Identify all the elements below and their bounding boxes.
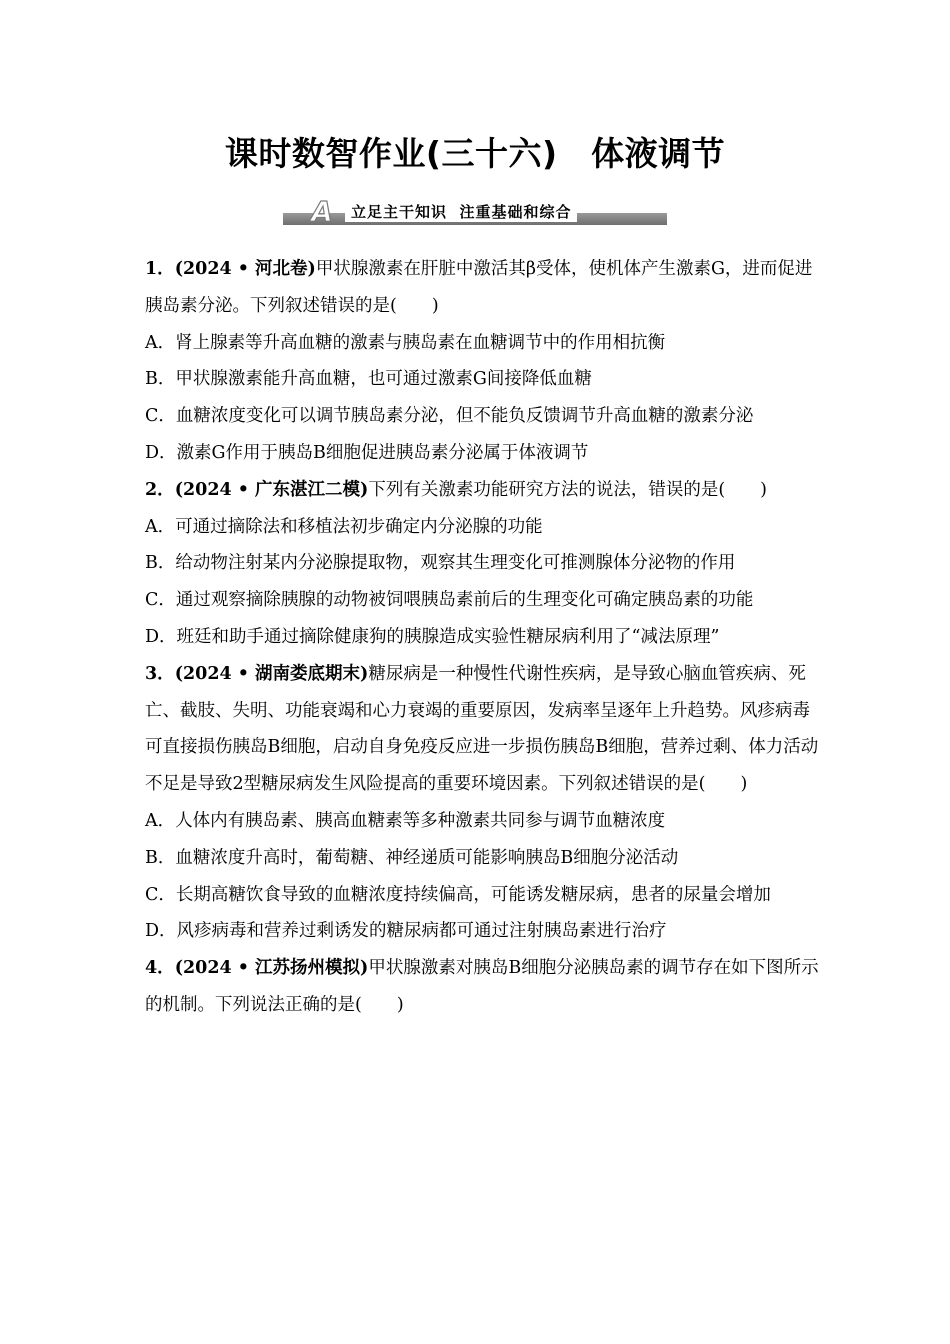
option-c: C．通过观察摘除胰腺的动物被饲喂胰岛素前后的生理变化可确定胰岛素的功能 [145, 590, 754, 611]
question-source: (2024 • 河北卷) [174, 259, 316, 279]
question-text: 下列有关激素功能研究方法的说法，错误的是( ) [368, 479, 767, 500]
question-2 [145, 472, 825, 656]
option-b: B．给动物注射某内分泌腺提取物，观察其生理变化可推测腺体分泌物的作用 [145, 553, 736, 574]
question-number: 4． [145, 958, 175, 979]
question-source: (2024 • 湖南娄底期末) [174, 663, 369, 684]
question-1 [145, 251, 825, 472]
option-c: C．长期高糖饮食导致的血糖浓度持续偏高，可能诱发糖尿病，患者的尿量会增加 [145, 884, 771, 905]
option-b: B．甲状腺激素能升高血糖，也可通过激素G间接降低血糖 [145, 369, 592, 390]
section-header [283, 196, 667, 226]
question-stem [145, 251, 825, 325]
option-c: C．血糖浓度变化可以调节胰岛素分泌，但不能负反馈调节升高血糖的激素分泌 [145, 406, 754, 427]
option-a: A．可通过摘除法和移植法初步确定内分泌腺的功能 [145, 516, 543, 537]
question-text: 甲状腺激素对胰岛B细胞分泌胰岛素的调节存在如下图所示的机制。下列说法正确的是( ) [145, 958, 819, 1015]
option-a: A．人体内有胰岛素、胰高血糖素等多种激素共同参与调节血糖浓度 [145, 810, 666, 831]
question-3 [145, 656, 825, 950]
question-text: 糖尿病是一种慢性代谢性疾病，是导致心脑血管疾病、死亡、截肢、失明、功能衰竭和心力衰竭的重要原因，发病率呈逐年上升趋势。风疹病毒可直接损伤胰岛B细胞，启动自身免疫反应进一步损伤胰岛B细胞，营养过剩、体力活动不足是导致2型糖尿病发生风险提高的重要环境因素。下列叙述错误的是( ) [145, 663, 819, 795]
section-label: 立足主干知识 注重基础和综合 [345, 201, 577, 222]
option-d: D．激素G作用于胰岛B细胞促进胰岛素分泌属于体液调节 [145, 442, 589, 463]
question-text: 甲状腺激素在肝脏中激活其β受体，使机体产生激素G，进而促进胰岛素分泌。下列叙述错误的是( ) [145, 259, 813, 316]
question-4 [145, 950, 825, 1024]
page-title: 课时数智作业(三十六) 体液调节 [224, 134, 726, 173]
option-d: D．风疹病毒和营养过剩诱发的糖尿病都可通过注射胰岛素进行治疗 [145, 921, 667, 942]
option-a: A．肾上腺素等升高血糖的激素与胰岛素在血糖调节中的作用相抗衡 [145, 332, 666, 353]
option-d: D．班廷和助手通过摘除健康狗的胰腺造成实验性糖尿病利用了“减法原理” [145, 626, 720, 647]
question-stem [145, 472, 825, 509]
question-number: 2． [145, 479, 175, 500]
section-letter: A [311, 196, 333, 226]
question-list [145, 251, 825, 1024]
option-b: B．血糖浓度升高时，葡萄糖、神经递质可能影响胰岛B细胞分泌活动 [145, 847, 679, 868]
question-source: (2024 • 江苏扬州模拟) [174, 958, 369, 979]
section-letter-badge [309, 196, 335, 226]
question-source: (2024 • 广东湛江二模) [174, 479, 369, 500]
question-number: 3． [145, 663, 175, 684]
question-number: 1． [145, 259, 175, 279]
question-stem [145, 656, 825, 803]
question-stem [145, 950, 825, 1024]
